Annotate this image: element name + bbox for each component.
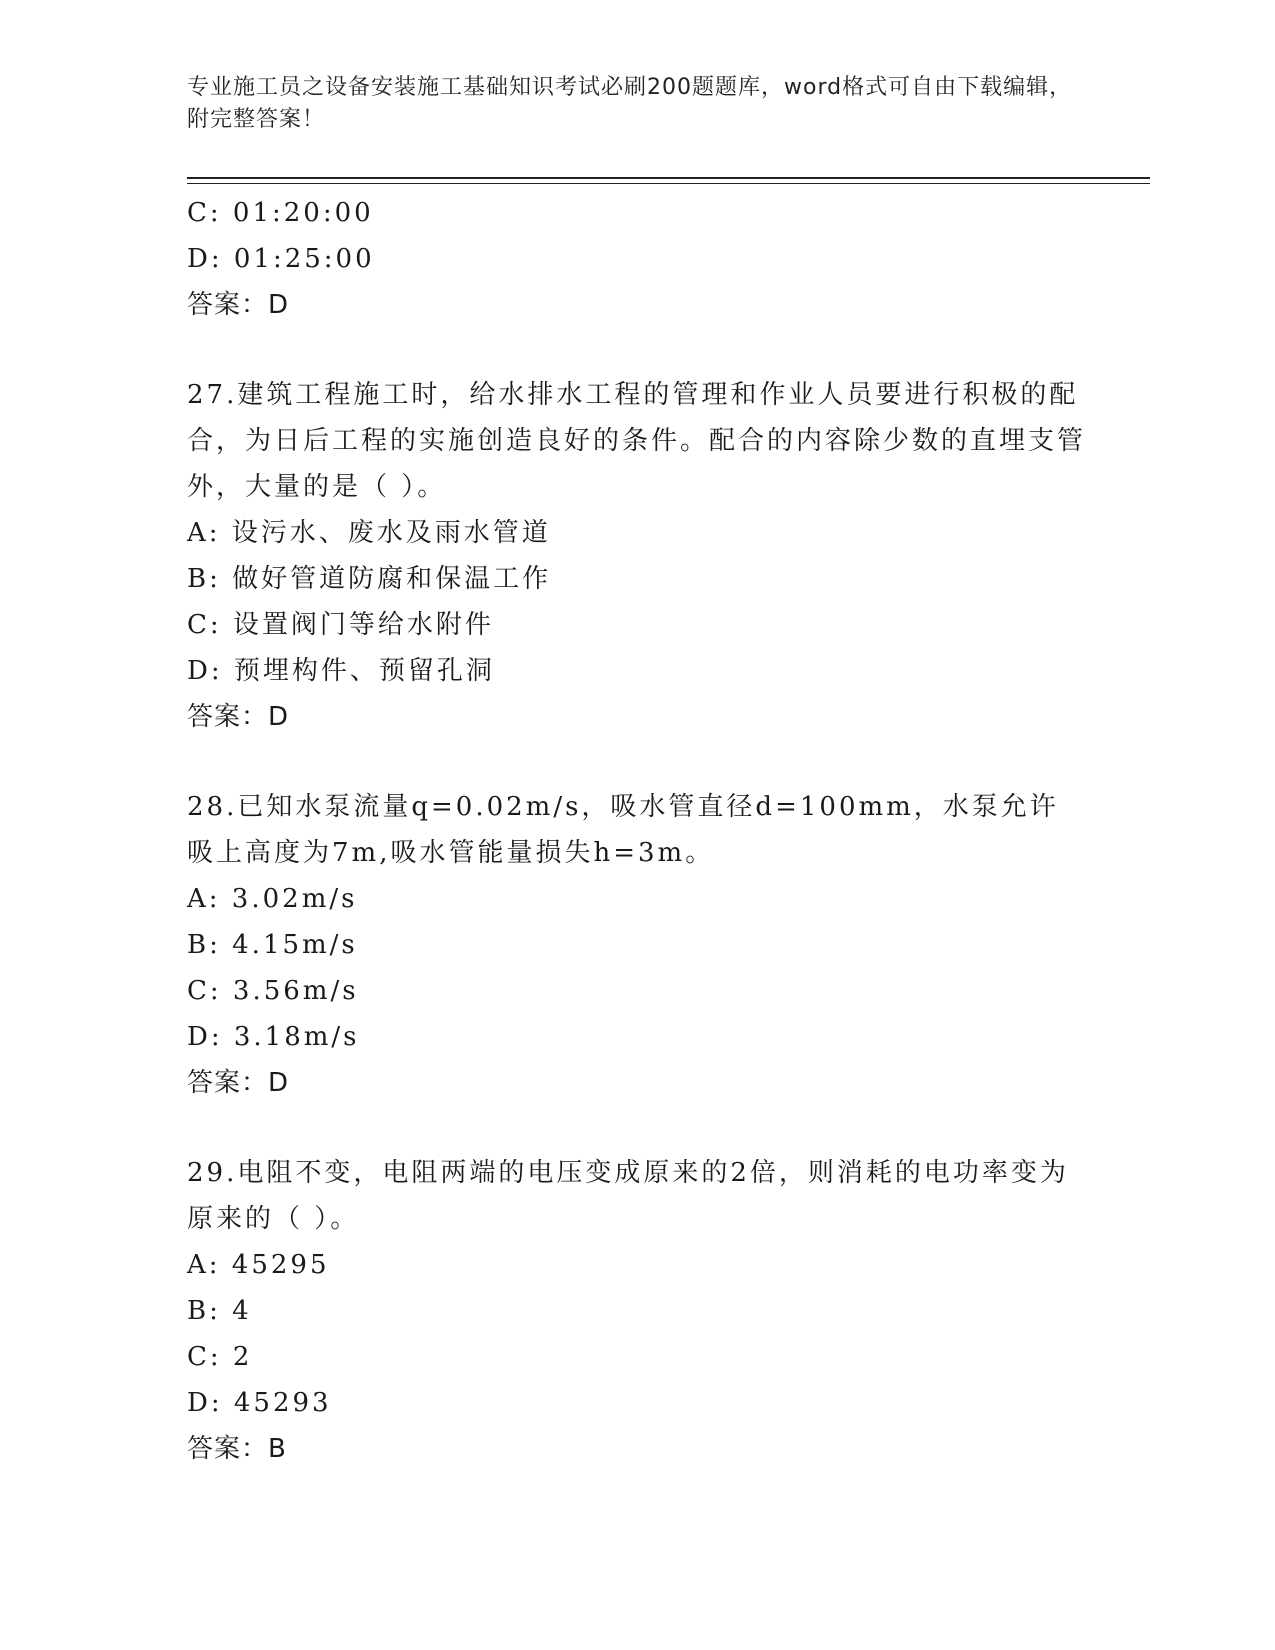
question-block-28	[187, 784, 1087, 1106]
option-d: D: 45293	[187, 1388, 332, 1418]
question-text: 27.建筑工程施工时，给水排水工程的管理和作业人员要进行积极的配合，为日后工程的实施创造良好的条件。配合的内容除少数的直埋支管外，大量的是（ ）。	[187, 380, 1087, 502]
option-a: A: 3.02m/s	[187, 884, 358, 914]
option-a: A: 设污水、废水及雨水管道	[187, 518, 551, 548]
document-header	[187, 72, 1087, 136]
option-d: D: 预埋构件、预留孔洞	[187, 656, 495, 686]
spacer	[187, 740, 1087, 784]
option-c: C: 01:20:00	[187, 198, 374, 228]
spacer	[187, 328, 1087, 372]
option-a: A: 45295	[187, 1250, 330, 1280]
document-body	[187, 190, 1087, 1472]
header-title: 专业施工员之设备安装施工基础知识考试必刷200题题库，word格式可自由下载编辑，附完整答案！	[187, 75, 1073, 132]
option-b: B: 4	[187, 1296, 252, 1326]
option-b: B: 做好管道防腐和保温工作	[187, 564, 552, 594]
spacer	[187, 1106, 1087, 1150]
answer-line: 答案：D	[187, 702, 290, 732]
option-d: D: 01:25:00	[187, 244, 375, 274]
option-c: C: 3.56m/s	[187, 976, 359, 1006]
header-rule-thin	[187, 183, 1150, 184]
question-text: 29.电阻不变，电阻两端的电压变成原来的2倍，则消耗的电功率变为原来的（ ）。	[187, 1158, 1069, 1234]
question-block-29	[187, 1150, 1087, 1472]
question-block-27	[187, 372, 1087, 740]
question-text: 28.已知水泵流量q=0.02m/s，吸水管直径d=100mm，水泵允许吸上高度为7m,吸水管能量损失h=3m。	[187, 792, 1059, 868]
answer-line: 答案：D	[187, 290, 290, 320]
question-block-26	[187, 190, 1087, 328]
answer-line: 答案：D	[187, 1068, 290, 1098]
option-c: C: 2	[187, 1342, 253, 1372]
option-b: B: 4.15m/s	[187, 930, 358, 960]
answer-line: 答案：B	[187, 1434, 287, 1464]
header-rule-thick	[187, 177, 1150, 179]
option-d: D: 3.18m/s	[187, 1022, 360, 1052]
option-c: C: 设置阀门等给水附件	[187, 610, 494, 640]
